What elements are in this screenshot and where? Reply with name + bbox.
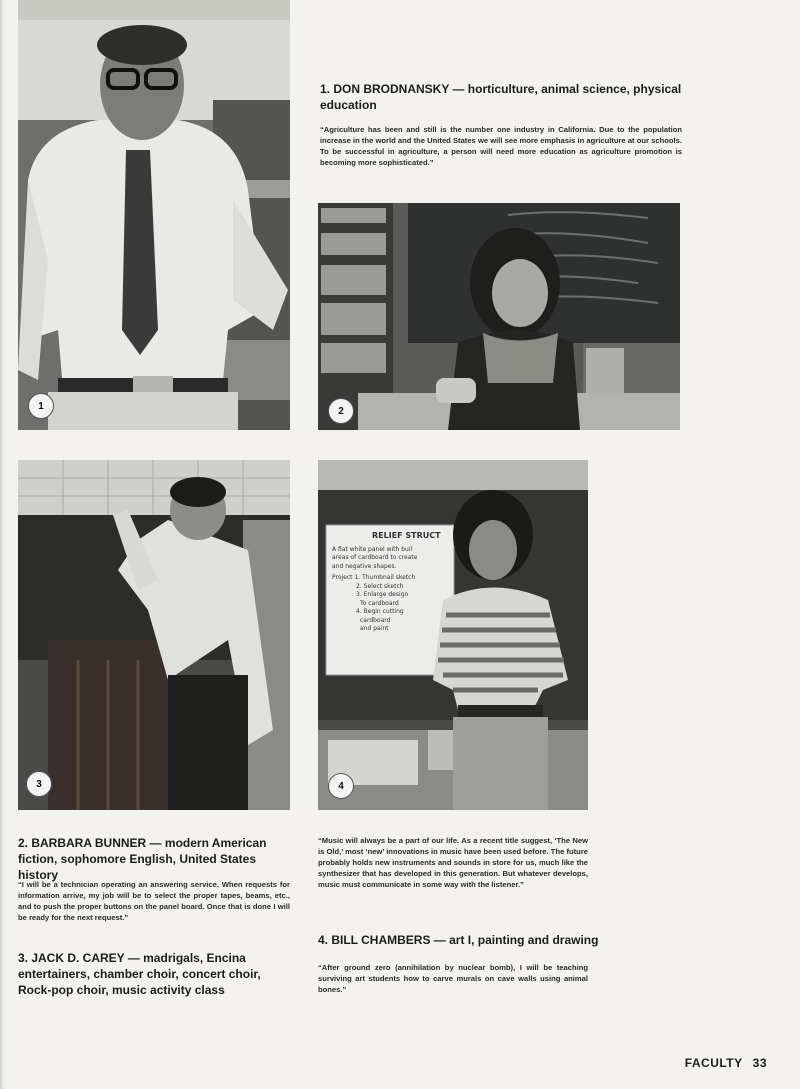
- poster-line: To cardboard: [360, 599, 399, 607]
- faculty-heading-3: 3. JACK D. CAREY — madrigals, Encina entertainers, chamber choir, concert choir, Rock-pop choir, music activity class: [18, 951, 261, 997]
- poster-line: and negative shapes.: [332, 562, 397, 570]
- photo-jack-carey: [18, 460, 290, 810]
- poster-line: 2. Select sketch: [356, 582, 404, 590]
- poster-line: areas of cardboard to create: [332, 554, 418, 561]
- section-name: FACULTY: [684, 1056, 743, 1070]
- faculty-heading-2: 2. BARBARA BUNNER — modern American fiction, sophomore English, United States history: [18, 836, 267, 882]
- photo-don-brodnansky: [18, 0, 290, 430]
- faculty-heading-1: 1. DON BRODNANSKY — horticulture, animal science, physical education: [320, 82, 682, 112]
- poster-line: Project 1. Thumbnail sketch: [332, 574, 416, 581]
- photo-number-badge: 4: [328, 773, 354, 799]
- poster-line: 4. Begin cutting: [356, 608, 404, 615]
- poster-line: A flat white panel with buil: [332, 545, 413, 553]
- photo-barbara-bunner: [318, 203, 680, 430]
- faculty-heading-4: 4. BILL CHAMBERS — art I, painting and drawing: [318, 933, 599, 947]
- page-binding-edge: [0, 0, 4, 1089]
- faculty-quote-3: “Music will always be a part of our life. As a recent title suggest, ‘The New is Old,’ most ‘new’ innovations in music have been used before. The future probably holds new instruments and sounds in store for us, much like the synthesizer that has developed in this generation. But whatever develops, music must communicate in some way with the listener.”: [318, 836, 588, 889]
- poster-line: 3. Enlarge design: [356, 591, 409, 598]
- photo-number-badge: 3: [26, 771, 52, 797]
- page-number: 33: [752, 1056, 767, 1070]
- poster-line: and paint: [360, 625, 389, 632]
- photo-bill-chambers: [318, 460, 588, 810]
- faculty-quote-1: “Agriculture has been and still is the number one industry in California. Due to the population increase in the world and the United States we will see more emphasis in agriculture at our schools. To be successful in agriculture, a person will need more education as agriculture promotion is becoming more sophisticated.”: [320, 125, 682, 167]
- poster-title: RELIEF STRUCT: [372, 531, 441, 540]
- faculty-quote-4: “After ground zero (annihilation by nuclear bomb), I will be teaching surviving art students how to carve murals on cave walls using animal bones.”: [318, 963, 588, 994]
- faculty-quote-2: “I will be a technician operating an answering service. When requests for information arrive, my job will be to select the proper tapes, beams, etc., and to push the proper buttons on the panel board. Once that is done I will be ready for the next request.”: [18, 880, 290, 922]
- poster-line: cardboard: [360, 616, 391, 624]
- relief-structure-poster: [332, 530, 450, 670]
- photo-number-badge: 1: [28, 393, 54, 419]
- photo-number-badge: 2: [328, 398, 354, 424]
- page-footer: [685, 1056, 767, 1070]
